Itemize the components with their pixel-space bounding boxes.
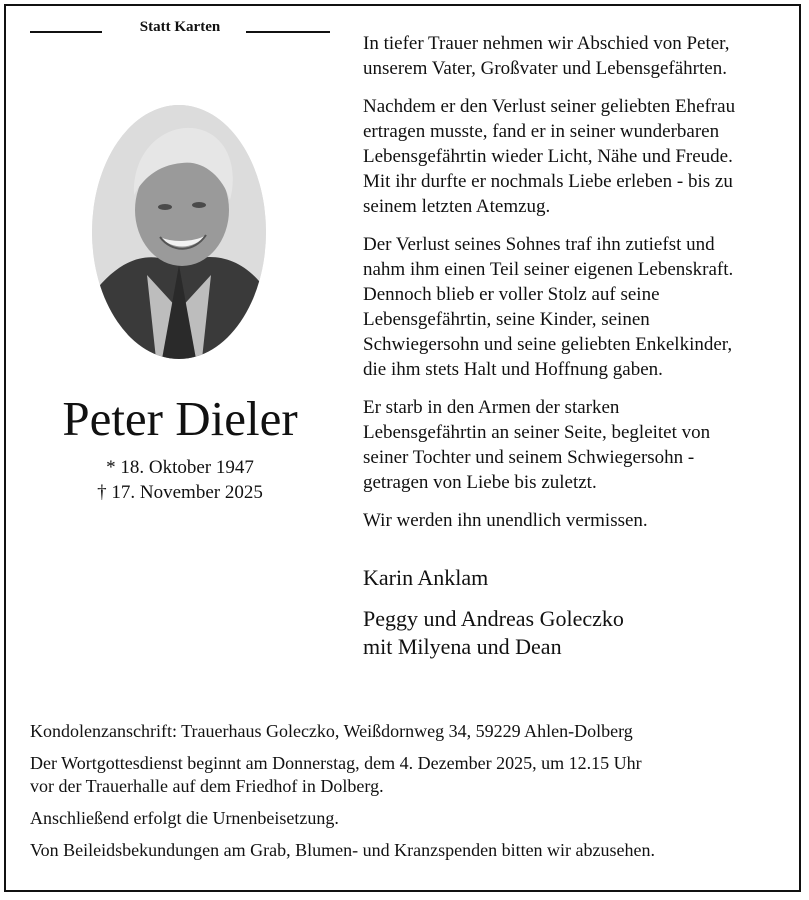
text-line: In tiefer Trauer nehmen wir Abschied von Peter, bbox=[363, 33, 730, 54]
text-line: Lebensgefährtin wieder Licht, Nähe und Freude. bbox=[363, 146, 733, 167]
text-line: Nachdem er den Verlust seiner geliebten Ehefrau bbox=[363, 96, 736, 117]
text-line: Wir werden ihn unendlich vermissen. bbox=[363, 510, 648, 531]
obituary-text bbox=[363, 31, 783, 546]
text-line: Der Verlust seines Sohnes traf ihn zutiefst und bbox=[363, 234, 715, 255]
service-line: vor der Trauerhalle auf dem Friedhof in Dolberg. bbox=[30, 776, 384, 796]
text-line: Er starb in den Armen der starken bbox=[363, 397, 620, 418]
signature-karin: Karin Anklam bbox=[363, 565, 489, 590]
signature-family bbox=[363, 605, 783, 661]
text-line: ertragen musste, fand er in seiner wunderbaren bbox=[363, 121, 720, 142]
death-date: † 17. November 2025 bbox=[97, 482, 263, 503]
burial-info: Anschließend erfolgt die Urnenbeisetzung. bbox=[30, 808, 339, 828]
text-line: getragen von Liebe bis zuletzt. bbox=[363, 472, 597, 493]
text-line: die ihm stets Halt und Hoffnung gaben. bbox=[363, 359, 663, 380]
paragraph-son bbox=[363, 232, 783, 382]
signature-line: mit Milyena und Dean bbox=[363, 634, 562, 659]
text-line: Lebensgefährtin, seine Kinder, seinen bbox=[363, 309, 650, 330]
signature-line: Peggy und Andreas Goleczko bbox=[363, 606, 624, 631]
donation-request: Von Beileidsbekundungen am Grab, Blumen- und Kranzspenden bitten wir abzusehen. bbox=[30, 840, 656, 860]
text-line: unserem Vater, Großvater und Lebensgefährten. bbox=[363, 58, 727, 79]
text-line: Schwiegersohn und seine geliebten Enkelkinder, bbox=[363, 334, 733, 355]
condolence-address: Kondolenzanschrift: Trauerhaus Goleczko, Weißdornweg 34, 59229 Ahlen-Dolberg bbox=[30, 721, 633, 741]
header-rule-right bbox=[246, 31, 330, 33]
header-label: Statt Karten bbox=[139, 19, 221, 35]
deceased-name: Peter Dieler bbox=[62, 391, 298, 446]
service-info bbox=[30, 752, 790, 798]
paragraph-death bbox=[363, 395, 783, 495]
portrait-photo bbox=[92, 105, 266, 359]
paragraph-missing bbox=[363, 508, 783, 533]
life-dates bbox=[30, 455, 330, 505]
paragraph-partner bbox=[363, 94, 783, 219]
text-line: seiner Tochter und seinem Schwiegersohn - bbox=[363, 447, 695, 468]
text-line: Mit ihr durfte er nochmals Liebe erleben - bis zu bbox=[363, 171, 733, 192]
header bbox=[30, 19, 330, 43]
text-line: seinem letzten Atemzug. bbox=[363, 196, 551, 217]
paragraph-farewell bbox=[363, 31, 783, 81]
info-block bbox=[30, 720, 790, 871]
birth-date: * 18. Oktober 1947 bbox=[106, 457, 254, 478]
text-line: Dennoch blieb er voller Stolz auf seine bbox=[363, 284, 660, 305]
text-line: Lebensgefährtin an seiner Seite, begleitet von bbox=[363, 422, 711, 443]
text-line: nahm ihm einen Teil seiner eigenen Lebenskraft. bbox=[363, 259, 734, 280]
service-line: Der Wortgottesdienst beginnt am Donnerstag, dem 4. Dezember 2025, um 12.15 Uhr bbox=[30, 753, 642, 773]
portrait-illustration bbox=[92, 105, 266, 359]
